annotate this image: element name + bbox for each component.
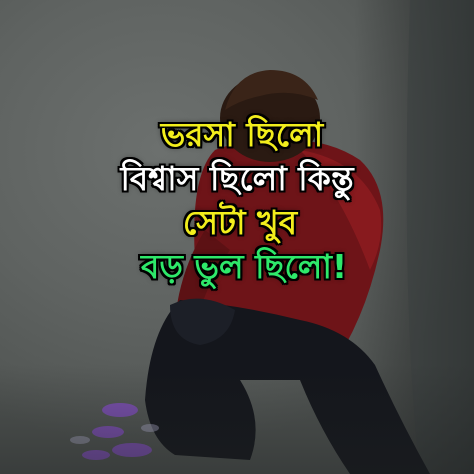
caption-line-4: বড় ভুল ছিলো!: [141, 247, 347, 286]
caption-line-3: সেটা খুব: [182, 203, 298, 242]
caption-line-2: বিশ্বাস ছিলো কিন্তু: [120, 159, 354, 198]
caption-line-1: ভরসা ছিলো: [160, 115, 324, 154]
floor-shadow: [0, 364, 474, 474]
poem-caption: [0, 115, 474, 286]
